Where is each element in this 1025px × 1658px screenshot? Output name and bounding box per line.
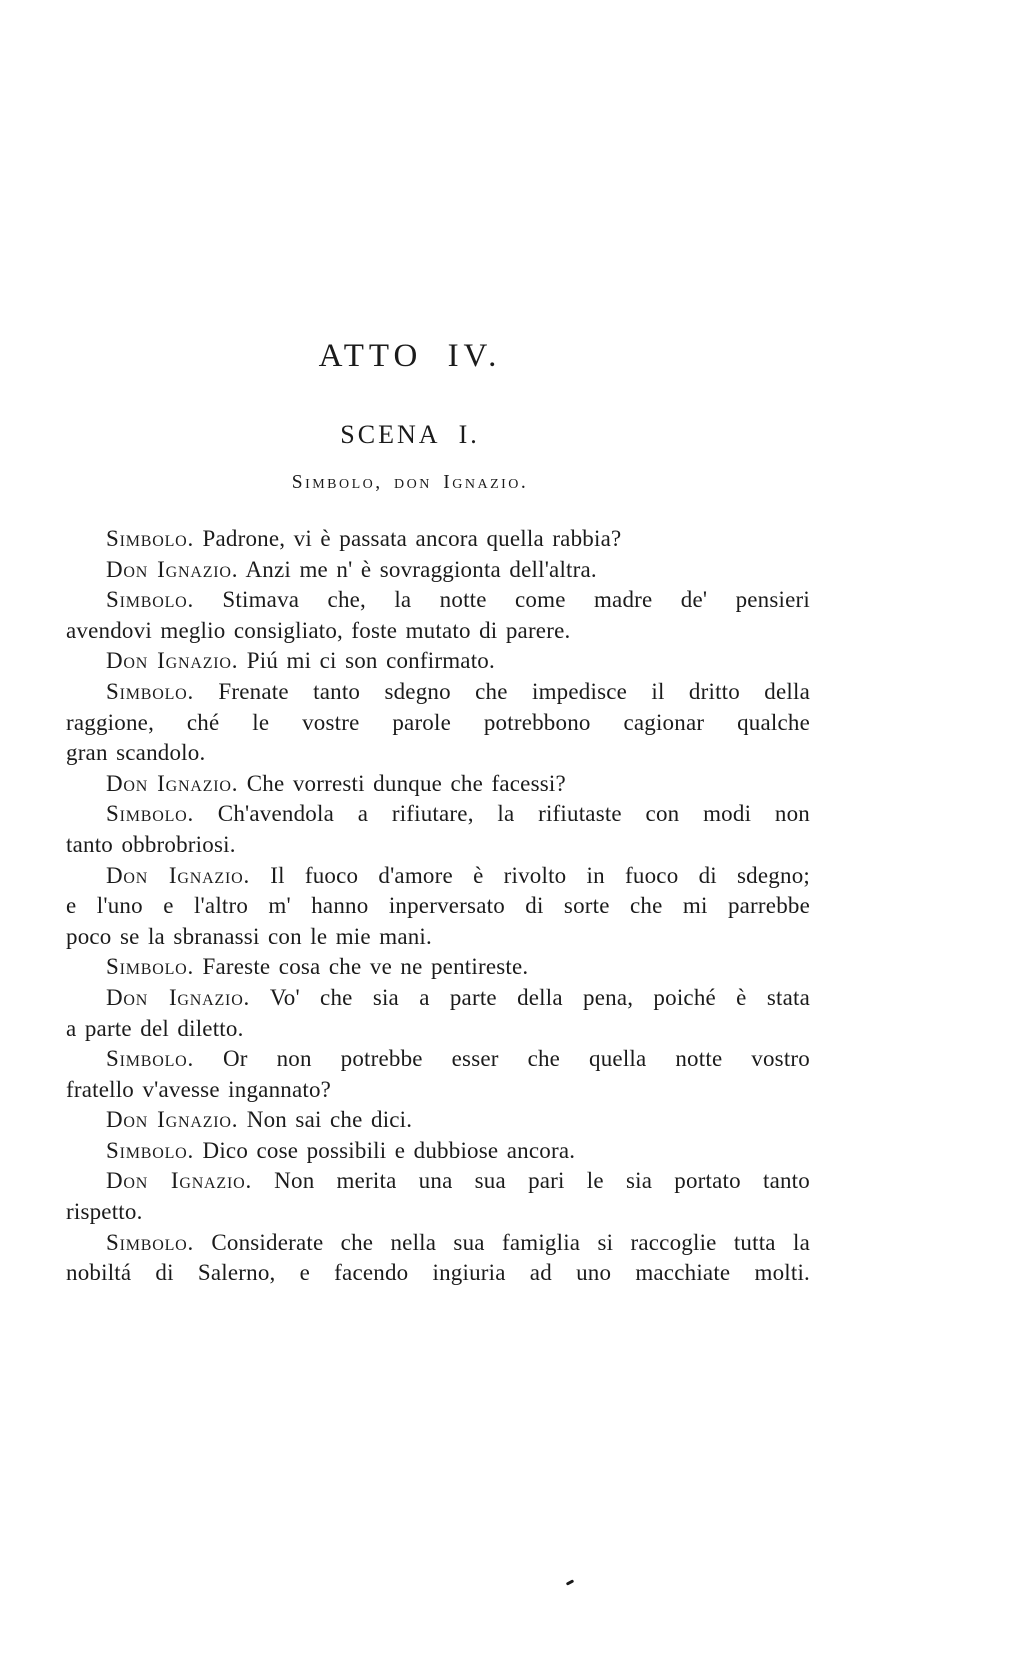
speaker-name: Simbolo.: [106, 801, 195, 827]
dialogue-block: [66, 524, 810, 1289]
cast-list: Simbolo, don Ignazio.: [291, 472, 529, 493]
dialogue-text: Considerate che nella sua famiglia si raccoglie tutta la: [194, 1229, 810, 1255]
dialogue-text: Il fuoco d'amore è rivolto in fuoco di sdegno;: [250, 862, 810, 888]
dialogue-line: [66, 1197, 810, 1228]
dialogue-line: [66, 1105, 810, 1136]
dialogue-text: fratello v'avesse ingannato?: [66, 1076, 332, 1102]
dialogue-line: [66, 983, 810, 1014]
dialogue-line: [66, 677, 810, 708]
speaker-name: Simbolo.: [106, 1046, 195, 1072]
ink-speck: [566, 1579, 574, 1585]
dialogue-line: [66, 1075, 810, 1106]
speaker-name: Simbolo.: [106, 678, 195, 704]
dialogue-line: [66, 708, 810, 739]
dialogue-line: [66, 1014, 810, 1045]
dialogue-text: Vo' che sia a parte della pena, poiché è stata: [250, 984, 810, 1010]
speaker-name: Don Ignazio.: [106, 1168, 253, 1194]
dialogue-line: [66, 1166, 810, 1197]
dialogue-text: nobiltá di Salerno, e facendo ingiuria ad uno macchiate molti.: [66, 1260, 810, 1286]
speaker-name: Simbolo.: [106, 1137, 195, 1163]
dialogue-text: Stimava che, la notte come madre de' pensieri: [194, 587, 810, 613]
dialogue-text: avendovi meglio consigliato, foste mutato di parere.: [66, 617, 571, 643]
dialogue-text: Or non potrebbe esser che quella notte vostro: [194, 1046, 810, 1072]
dialogue-line: [66, 616, 810, 647]
speaker-name: Don Ignazio.: [106, 556, 239, 582]
dialogue-line: [66, 952, 810, 983]
scene-title: SCENA I.: [340, 420, 480, 449]
dialogue-text: a parte del diletto.: [66, 1015, 244, 1041]
dialogue-text: e l'uno e l'altro m' hanno inperversato di sorte che mi parrebbe: [66, 893, 810, 919]
dialogue-text: Non merita una sua pari le sia portato tanto: [252, 1168, 810, 1194]
dialogue-text: tanto obbrobriosi.: [66, 831, 236, 857]
dialogue-line: [66, 1228, 810, 1259]
speaker-name: Simbolo.: [106, 954, 195, 980]
dialogue-line: [66, 799, 810, 830]
act-title: ATTO IV.: [318, 338, 502, 374]
dialogue-line: [66, 922, 810, 953]
dialogue-line: [66, 1136, 810, 1167]
dialogue-text: poco se la sbranassi con le mie mani.: [66, 923, 432, 949]
dialogue-text: Anzi me n' è sovraggionta dell'altra.: [238, 556, 597, 582]
dialogue-line: [66, 524, 810, 555]
dialogue-text: Non sai che dici.: [238, 1107, 413, 1133]
dialogue-text: Piú mi ci son confirmato.: [238, 648, 495, 674]
dialogue-text: Dico cose possibili e dubbiose ancora.: [194, 1137, 576, 1163]
dialogue-line: [66, 1044, 810, 1075]
dialogue-text: gran scandolo.: [66, 740, 206, 766]
dialogue-text: Frenate tanto sdegno che impedisce il dritto della: [194, 678, 810, 704]
dialogue-text: rispetto.: [66, 1199, 143, 1225]
dialogue-line: [66, 769, 810, 800]
speaker-name: Don Ignazio.: [106, 648, 239, 674]
dialogue-text: Fareste cosa che ve ne pentireste.: [194, 954, 529, 980]
dialogue-line: [66, 891, 810, 922]
speaker-name: Simbolo.: [106, 1229, 195, 1255]
dialogue-line: [66, 585, 810, 616]
speaker-name: Don Ignazio.: [106, 862, 251, 888]
speaker-name: Don Ignazio.: [106, 1107, 239, 1133]
speaker-name: Don Ignazio.: [106, 984, 251, 1010]
dialogue-line: [66, 646, 810, 677]
dialogue-line: [66, 555, 810, 586]
dialogue-line: [66, 1258, 810, 1289]
speaker-name: Simbolo.: [106, 526, 195, 551]
dialogue-text: Che vorresti dunque che facessi?: [238, 770, 566, 796]
dialogue-line: [66, 830, 810, 861]
speaker-name: Simbolo.: [106, 587, 195, 613]
heading-block: [38, 338, 782, 495]
speaker-name: Don Ignazio.: [106, 770, 239, 796]
dialogue-line: [66, 861, 810, 892]
dialogue-text: Ch'avendola a rifiutare, la rifiutaste con modi non: [194, 801, 810, 827]
dialogue-text: raggione, ché le vostre parole potrebbono cagionar qualche: [66, 709, 810, 735]
dialogue-line: [66, 738, 810, 769]
dialogue-text: Padrone, vi è passata ancora quella rabbia?: [194, 526, 622, 551]
